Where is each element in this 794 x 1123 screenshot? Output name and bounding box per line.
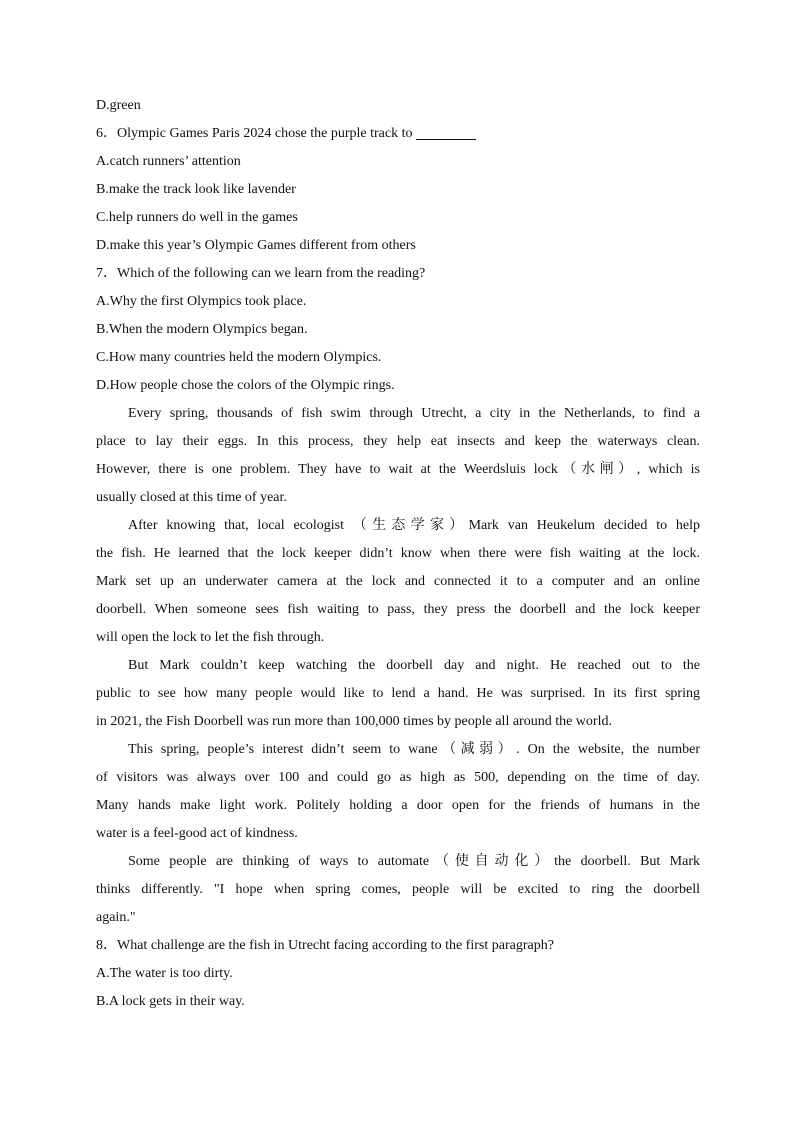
q6-stem	[96, 120, 700, 148]
passage-line: Every spring, thousands of fish swim through Utrecht, a city in the Netherlands, to find a	[128, 406, 700, 421]
passage-line: water is a feel-good act of kindness.	[96, 826, 298, 841]
q8-stem: 8．What challenge are the fish in Utrecht facing according to the first paragraph?	[96, 938, 554, 953]
q5-option-d: D.green	[96, 98, 141, 113]
passage-line: doorbell. When someone sees fish waiting to pass, they press the doorbell and the lock keeper	[96, 602, 700, 617]
answer-blank	[416, 123, 476, 140]
passage-line: thinks differently. "I hope when spring comes, people will be excited to ring the doorbell	[96, 882, 700, 897]
q6-option-c: C.help runners do well in the games	[96, 210, 298, 225]
passage-line: will open the lock to let the fish through.	[96, 630, 325, 645]
passage-line: usually closed at this time of year.	[96, 490, 287, 505]
passage-paragraph-5	[96, 848, 700, 932]
passage-line: Some people are thinking of ways to automate（使自动化）the doorbell. But Mark	[128, 854, 700, 869]
passage-paragraph-1	[96, 400, 700, 512]
passage-line: again."	[96, 910, 136, 925]
passage-paragraph-2	[96, 512, 700, 652]
passage-paragraph-4	[96, 736, 700, 848]
passage-line: in 2021, the Fish Doorbell was run more than 100,000 times by people all around the world.	[96, 714, 612, 729]
passage-line: of visitors was always over 100 and could go as high as 500, depending on the time of day.	[96, 770, 700, 785]
passage-line: place to lay their eggs. In this process, they help eat insects and keep the waterways clean.	[96, 434, 700, 449]
q7-option-b: B.When the modern Olympics began.	[96, 322, 308, 337]
q8-option-b: B.A lock gets in their way.	[96, 994, 245, 1009]
passage-paragraph-3	[96, 652, 700, 736]
passage-line: This spring, people’s interest didn’t seem to wane（减弱）. On the website, the number	[128, 742, 700, 757]
passage-line: the fish. He learned that the lock keeper didn’t know when there were fish waiting at the lock.	[96, 546, 700, 561]
passage-line: public to see how many people would like to lend a hand. He was surprised. In its first spring	[96, 686, 700, 701]
worksheet-page	[96, 92, 700, 1016]
passage-line: After knowing that, local ecologist （生态学家）Mark van Heukelum decided to help	[128, 518, 700, 533]
q7-option-c: C.How many countries held the modern Olympics.	[96, 350, 382, 365]
q6-option-d: D.make this year’s Olympic Games different from others	[96, 238, 416, 253]
q7-option-a: A.Why the first Olympics took place.	[96, 294, 307, 309]
q6-option-a: A.catch runners’ attention	[96, 154, 241, 169]
passage-line: However, there is one problem. They have to wait at the Weerdsluis lock（水闸）, which is	[96, 462, 700, 477]
passage-line: Many hands make light work. Politely holding a door open for the friends of humans in the	[96, 798, 700, 813]
q8-option-a: A.The water is too dirty.	[96, 966, 233, 981]
passage-line: But Mark couldn’t keep watching the doorbell day and night. He reached out to the	[128, 658, 700, 673]
q6-stem-text: 6．Olympic Games Paris 2024 chose the purple track to	[96, 126, 413, 141]
q6-option-b: B.make the track look like lavender	[96, 182, 296, 197]
q7-option-d: D.How people chose the colors of the Olympic rings.	[96, 378, 395, 393]
q7-stem: 7．Which of the following can we learn from the reading?	[96, 266, 426, 281]
passage-line: Mark set up an underwater camera at the lock and connected it to a computer and an online	[96, 574, 700, 589]
